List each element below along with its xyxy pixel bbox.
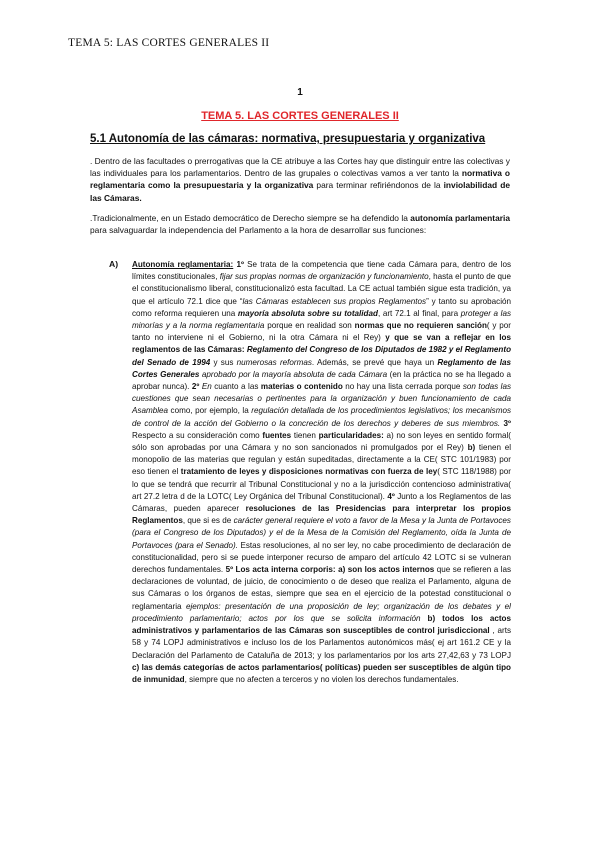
- text-run: proteger a las minorías y a la norma reglamentaria: [132, 308, 511, 331]
- text-run: , siempre que no afecten a terceros y no violen los derechos fundamentales.: [184, 674, 459, 684]
- text-run: autonomía parlamentaria: [410, 213, 510, 223]
- text-run: regulación detallada de los procedimientos legislativos; los mecanismos de control de la acción del Gobierno o la concreción de los derechos y deberes de sus miembros.: [132, 406, 511, 428]
- text-run: las Cámaras establecen sus propios Reglamentos: [242, 296, 427, 306]
- text-run: , hasta el punto de que el constitucionalismo liberal, constitucionalizó esta facultad. La CE actual también sigue esta tradición, ya que el artículo 72.1 dice que “: [132, 272, 511, 306]
- text-run: En: [201, 382, 212, 392]
- text-run: , art 72.1 al final, para: [377, 308, 461, 318]
- text-run: . Además, se prevé que haya un: [311, 357, 438, 367]
- text-run: Reglamento del Congreso de los Diputados de 1982 y el Reglamento del Senado de 1994: [132, 345, 512, 367]
- text-run: particularidades:: [318, 430, 384, 440]
- document-title: TEMA 5. LAS CORTES GENERALES II: [201, 110, 399, 122]
- text-run: Se trata de la competencia que tiene cada Cámara para, dentro de los límites constitucionales,: [132, 260, 511, 282]
- text-run: tratamiento de leyes y disposiciones normativas con fuerza de ley: [180, 467, 438, 477]
- text-run: cuanto a las: [211, 382, 261, 392]
- text-run: 3º: [503, 418, 511, 428]
- section-heading: 5.1 Autonomía de las cámaras: normativa, presupuestaria y organizativa: [90, 133, 486, 145]
- text-run: Junto a los Reglamentos de las Cámaras, pueden aparecer: [132, 491, 511, 514]
- text-run: fuentes: [262, 430, 292, 440]
- text-run: no hay una lista cerrada porque: [342, 382, 463, 392]
- text-run: . Dentro de las facultades o prerrogativas que la CE atribuye a las Cortes hay que distinguir entre las colectivas y las individuales para los parlamentarios. Dentro de las grupales o colectivas vamos a ver tanto la: [90, 156, 510, 179]
- text-run: y sus: [210, 357, 237, 367]
- text-run: 4º: [387, 491, 395, 501]
- page-number: 1: [297, 87, 303, 98]
- text-run: resoluciones de las Presidencias para interpretar los propios Reglamentos: [132, 504, 511, 526]
- text-run: , arts 58 y 74 LOPJ administrativos e incluso los de los Parlamentos autonómicos más( ej art 161.2 CE y la Declaración del Parlamento de Cataluña de 2013; y los parlamentarios por los arts 27,42,63 y 73 LOPJ: [132, 626, 511, 660]
- text-run: a) no son leyes en sentido formal( sólo son aprobadas por una Cámara y no son sancionados ni promulgados por el Rey): [132, 430, 511, 453]
- text-run: Autonomía reglamentaria:: [132, 260, 234, 269]
- text-run: tienen el monopolio de las materias que regulan y están supeditadas, directamente a la CE( STC 101/1983) por eso tienen el: [132, 443, 511, 477]
- text-run: [421, 614, 428, 623]
- text-run: normativa o reglamentaria como la presupuestaria y la organizativa: [90, 168, 510, 191]
- text-run: y que se van a reflejar en los reglamentos de las Cámaras:: [132, 333, 511, 355]
- text-run: numerosas reformas: [236, 357, 312, 367]
- text-run: materias o contenido: [260, 382, 343, 392]
- text-run: inviolabilidad de las Cámaras.: [90, 180, 510, 203]
- running-header: TEMA 5: LAS CORTES GENERALES II: [68, 37, 270, 49]
- text-run: .Tradicionalmente, en un Estado democrático de Derecho siempre se ha defendido la: [90, 213, 411, 223]
- text-run: (en la práctica no se ha llegado a aprobar nunca).: [132, 369, 512, 392]
- text-run: para terminar refiriéndonos de la: [313, 180, 444, 191]
- text-run: Estas resoluciones, al no ser ley, no cabe procedimiento de declaración de constitucionalidad, pero si se puede interponer recurso de amparo del artículo 42 LOTC si se vulneran derechos fundamentales.: [132, 540, 512, 575]
- text-run: ejemplos: presentación de una proposición de ley; organización de los debates y el procedimiento parlamentario; actos por los que se solicita información: [132, 601, 511, 623]
- text-run: 2º: [191, 382, 200, 392]
- text-run: carácter general requiere el voto a favor de la Mesa y la Junta de Portavoces (para el Congreso de los Diputados) y el de la Mesa de la Comisión del Reglamento, oída la Junta de Portavoces (para el Senado).: [132, 516, 511, 550]
- list-marker: A): [109, 259, 119, 269]
- text-run: Respecto a su consideración como: [132, 430, 263, 440]
- text-run: tienen: [291, 430, 319, 440]
- text-run: mayoría absoluta sobre su totalidad: [237, 308, 378, 318]
- text-run: 1º: [233, 260, 244, 269]
- list-item-body: [132, 259, 511, 686]
- intro-paragraph: [90, 155, 510, 204]
- text-run: que se refieren a las declaraciones de voluntad, de juicio, de conocimiento o de deseo que realiza el Parlamento, alguna de sus Cámaras o los órganos de estas, siempre que sea en el ejercicio de la potestad constitucional o reglamentaria: [132, 565, 512, 611]
- text-run: ” y tanto su aprobación como reforma requieren una: [132, 296, 511, 318]
- text-run: son todas las cuestiones que sean necesarias o pertinentes para la organización y buen funcionamiento de cada Asamblea: [132, 382, 511, 416]
- text-run: porque en realidad son: [264, 321, 355, 331]
- text-run: Los acta interna corporis: a) son los actos internos: [235, 565, 435, 575]
- autonomy-paragraph: [90, 212, 510, 236]
- text-run: normas que no requieren sanción: [354, 321, 487, 331]
- text-run: 5º: [225, 565, 234, 575]
- text-run: para salvaguardar la independencia del Parlamento a la hora de desarrollar sus funciones:: [90, 225, 427, 236]
- text-run: aprobado por la mayoría absoluta de cada Cámara: [201, 369, 388, 379]
- text-run: b) todos los actos administrativos y parlamentarios de las Cámaras son susceptibles de control jurisdiccional: [132, 613, 511, 636]
- text-run: , que si es de: [182, 516, 234, 526]
- text-run: fijar sus propias normas de organización y funcionamiento: [219, 272, 429, 282]
- text-run: b): [467, 443, 476, 453]
- text-run: Reglamento de las Cortes Generales: [132, 357, 511, 379]
- text-run: ( STC 118/1988) por lo que se tendrá que recurrir al Tribunal Constitucional y no a la jurisdicción contencioso administrativa( art 27.2 letra d de la LOTC( Ley Orgánica del Tribunal Constitucional).: [132, 467, 511, 501]
- text-run: ( y por tanto no interviene ni el Gobierno, ni la otra Cámara ni el Rey): [132, 321, 511, 343]
- text-run: c) las demás categorías de actos parlamentarios( políticas) pueden ser susceptibles de algún tipo de inmunidad: [132, 662, 511, 684]
- text-run: como, por ejemplo, la: [168, 406, 252, 416]
